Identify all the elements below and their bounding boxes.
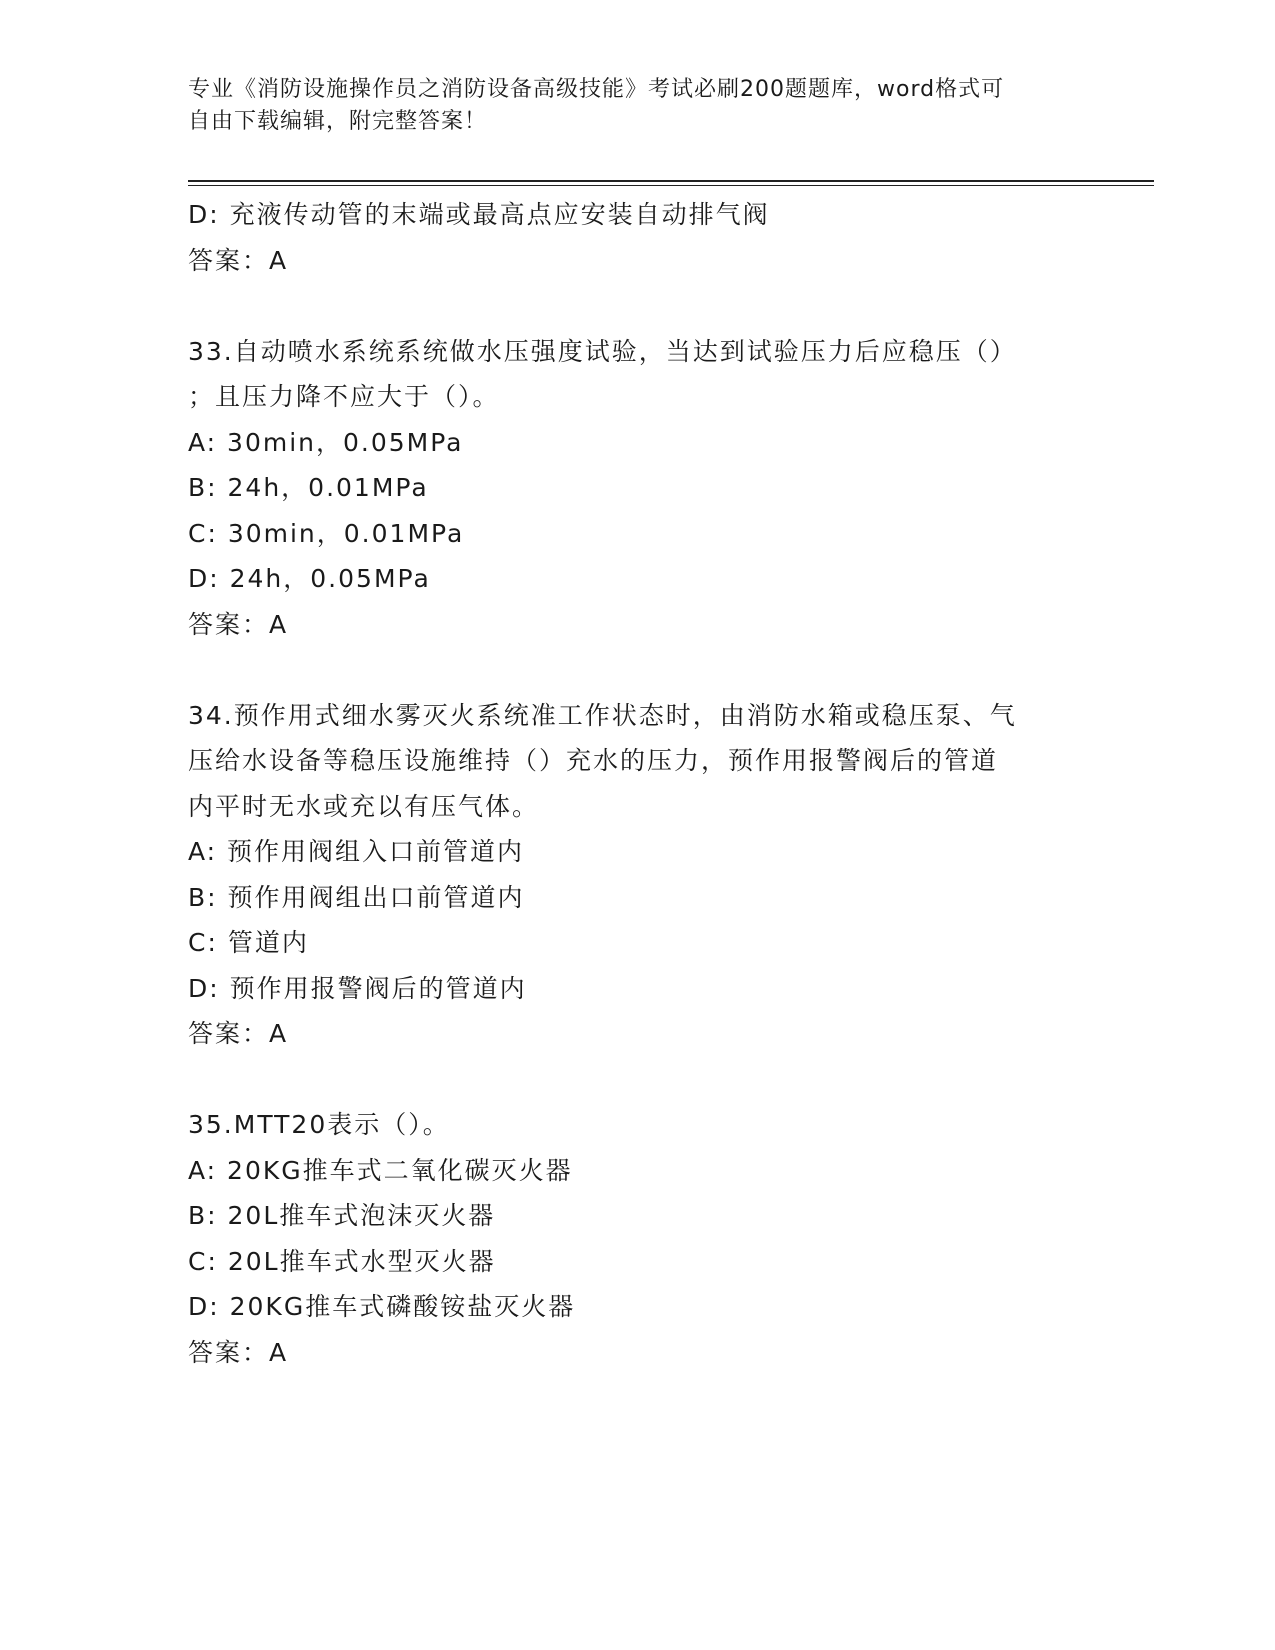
question-stem-line: ；且压力降不应大于（）。: [188, 382, 500, 411]
question-34: [188, 693, 1088, 1057]
header-divider-thin: [188, 185, 1154, 186]
option-d: D: 充液传动管的末端或最高点应安装自动排气阀: [188, 200, 770, 229]
option-c: C: 管道内: [188, 928, 309, 957]
question-35: [188, 1102, 1088, 1375]
option-d: D: 24h，0.05MPa: [188, 564, 431, 593]
option-b: B: 24h，0.01MPa: [188, 473, 429, 502]
question-stem-line: 内平时无水或充以有压气体。: [188, 791, 540, 821]
spacer: [188, 1057, 1088, 1103]
header-line-2: 自由下载编辑，附完整答案！: [188, 109, 488, 134]
question-33: [188, 329, 1088, 648]
option-c: C: 30min，0.01MPa: [188, 518, 465, 548]
question-stem-line: 压给水设备等稳压设施维持（）充水的压力，预作用报警阀后的管道: [188, 746, 999, 775]
option-a: A: 20KG推车式二氧化碳灭火器: [188, 1155, 573, 1185]
option-b: B: 20L推车式泡沫灭火器: [188, 1201, 496, 1230]
answer-line: 答案：A: [188, 1337, 289, 1367]
option-b: B: 预作用阀组出口前管道内: [188, 882, 525, 912]
option-d: D: 预作用报警阀后的管道内: [188, 973, 527, 1003]
option-a: A: 预作用阀组入口前管道内: [188, 837, 525, 866]
spacer: [188, 283, 1088, 329]
question-stem-line: 35.MTT20表示（）。: [188, 1110, 450, 1139]
spacer: [188, 647, 1088, 693]
option-c: C: 20L推车式水型灭火器: [188, 1246, 496, 1276]
answer-line: 答案：A: [188, 1019, 289, 1048]
question-stem-line: 33.自动喷水系统系统做水压强度试验，当达到试验压力后应稳压（）: [188, 336, 1017, 366]
answer-line: 答案：A: [188, 609, 289, 639]
header-line-1: 专业《消防设施操作员之消防设备高级技能》考试必刷200题题库，word格式可: [188, 77, 1005, 102]
question-stem-line: 34.预作用式细水雾灭火系统准工作状态时，由消防水箱或稳压泵、气: [188, 700, 1017, 730]
header-divider-thick: [188, 180, 1154, 182]
option-d: D: 20KG推车式磷酸铵盐灭火器: [188, 1292, 576, 1321]
question-content: [188, 192, 1088, 1375]
option-a: A: 30min，0.05MPa: [188, 427, 464, 457]
answer-line: 答案：A: [188, 245, 289, 275]
document-header: [188, 74, 1088, 138]
